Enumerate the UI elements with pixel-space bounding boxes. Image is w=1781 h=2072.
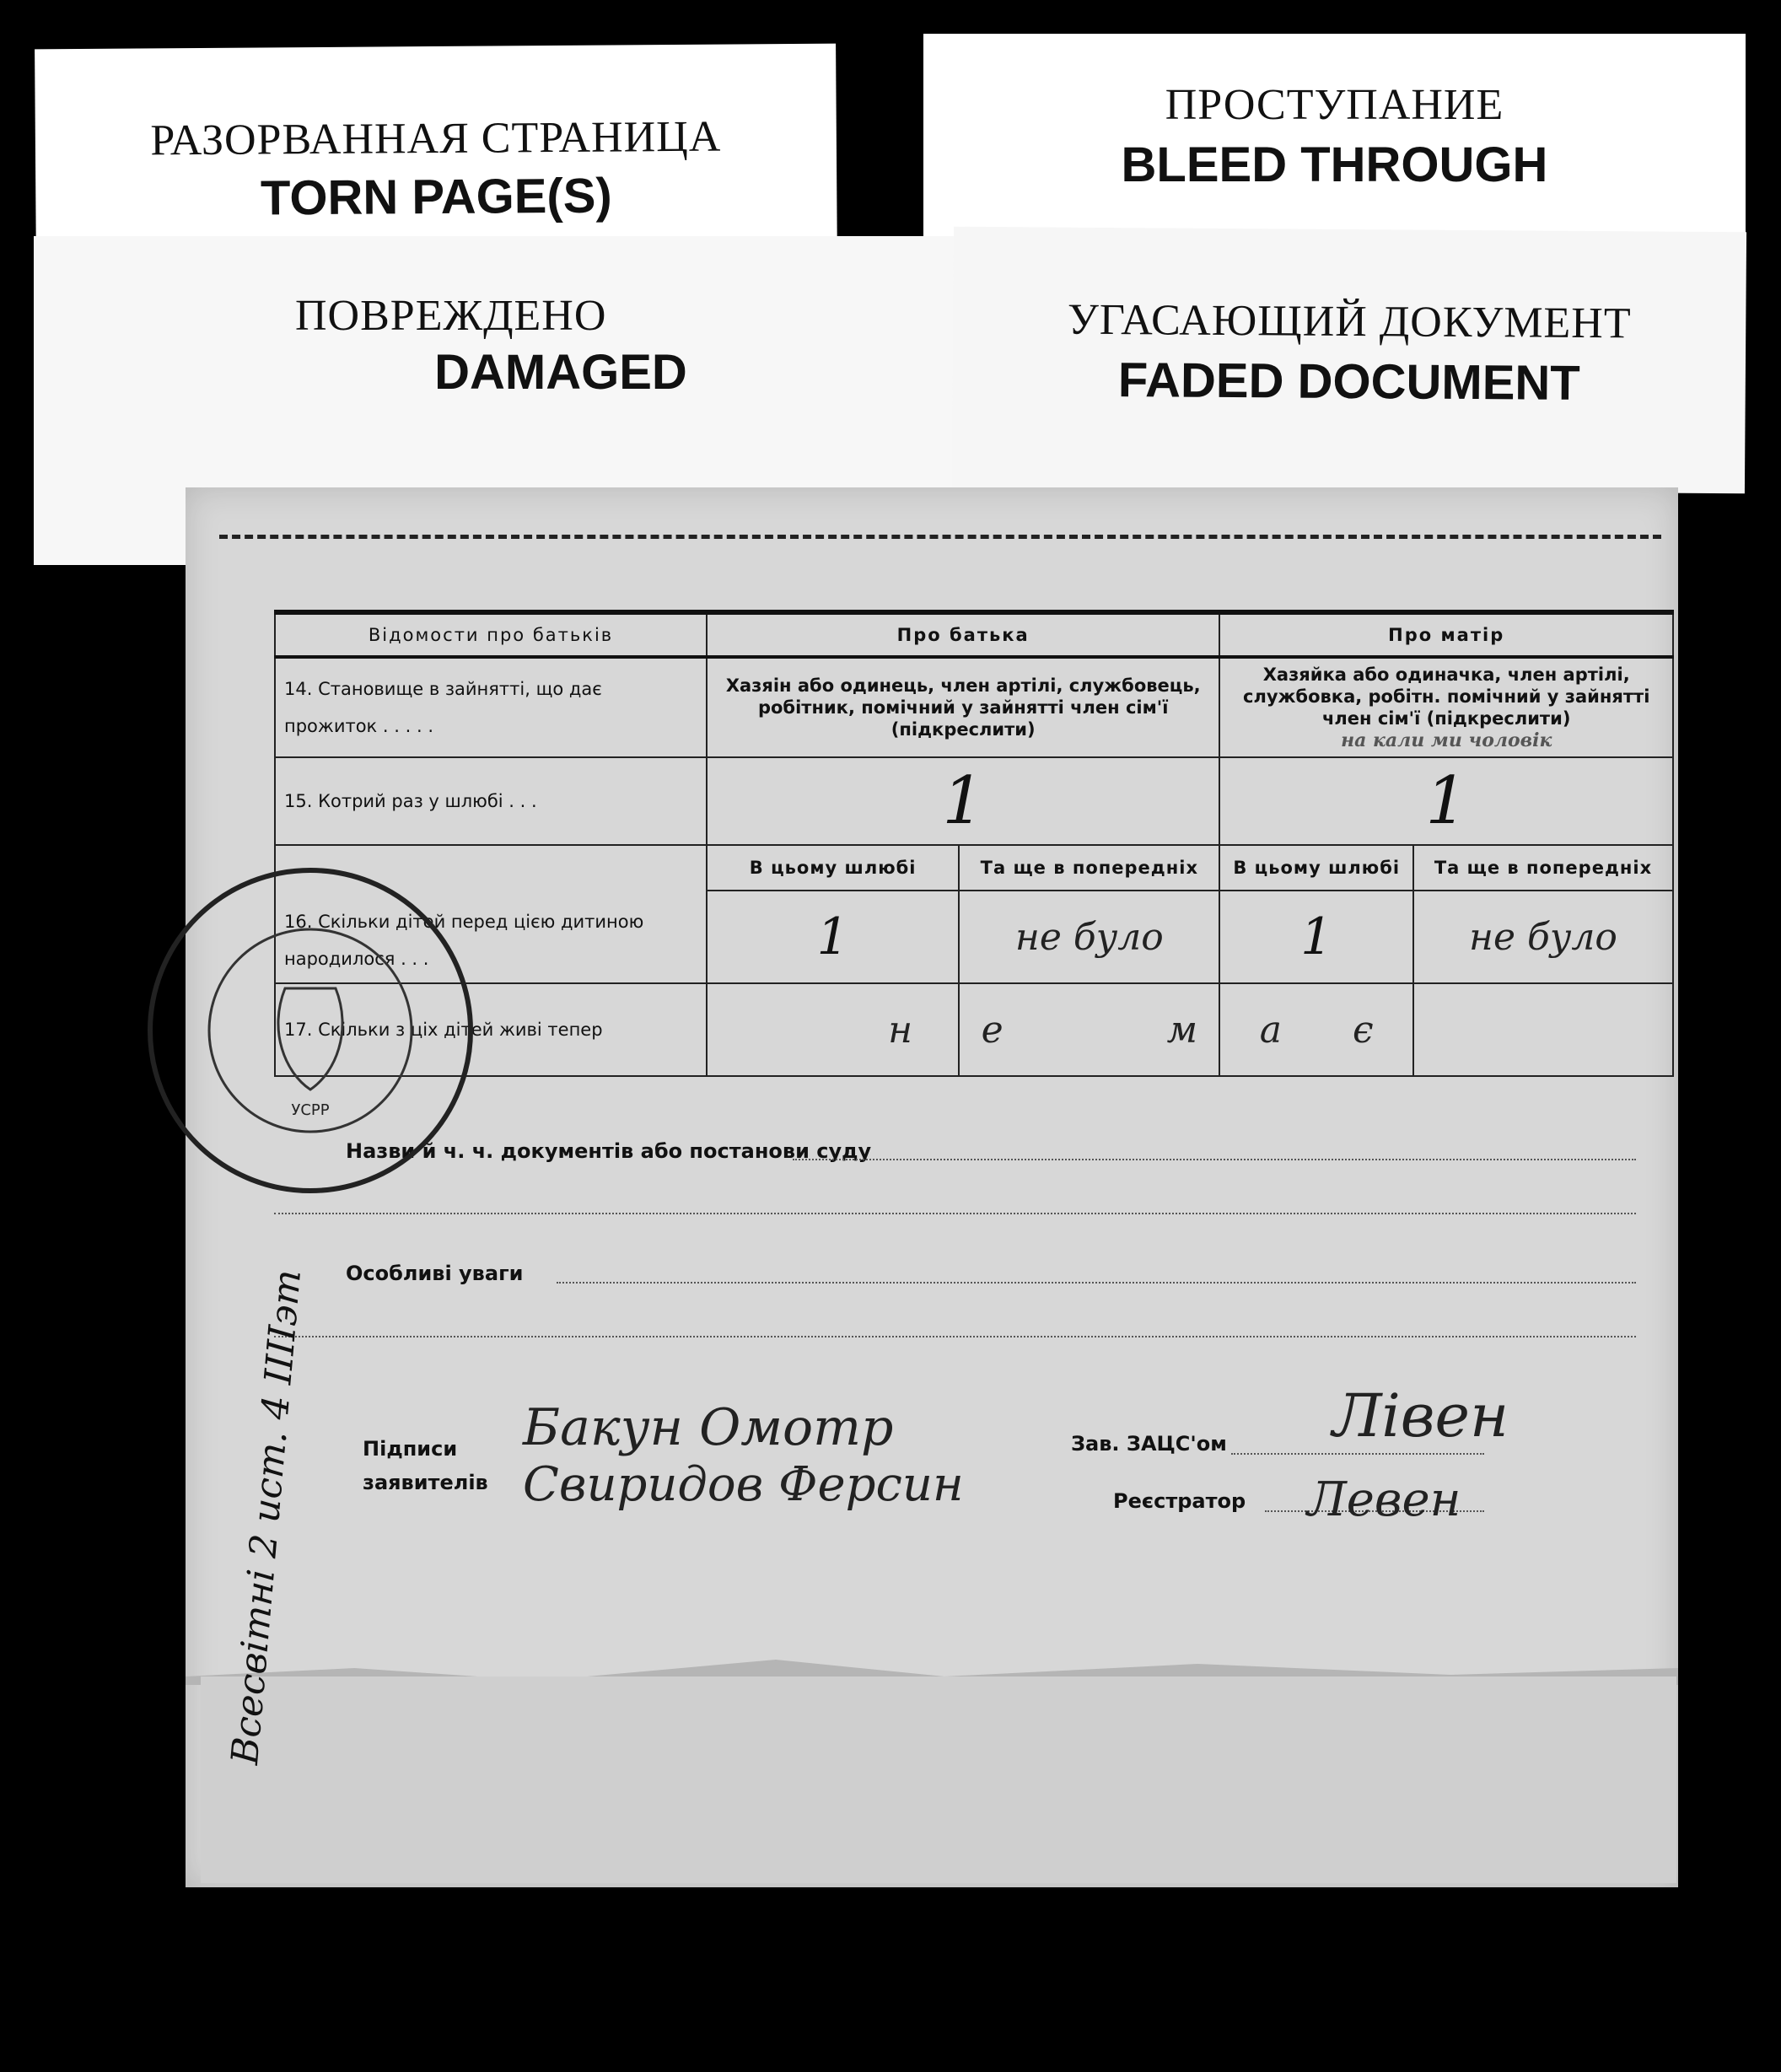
- row17-letter-3: м: [1166, 1008, 1198, 1052]
- document-lower-fragment: [201, 1676, 1676, 1883]
- row14-mother: [1219, 657, 1673, 757]
- card-bleed-en: BLEED THROUGH: [1121, 137, 1548, 192]
- head-line: [1231, 1453, 1484, 1455]
- sub-mother-this: В цьому шлюбі: [1219, 845, 1413, 891]
- notes-line-2: [274, 1336, 1636, 1337]
- row17-cell1: [707, 983, 959, 1076]
- table-row-17: [275, 983, 1673, 1076]
- card-bleed-ru: ПРОСТУПАНИЕ: [1165, 81, 1504, 129]
- row16-father-this: 1: [707, 891, 959, 983]
- registrar-label: Реєстратор: [1113, 1489, 1246, 1513]
- row16-mother-prev: не було: [1413, 891, 1673, 983]
- row14-label: 14. Становище в зайнятті, що дає прожиток . . . . .: [275, 657, 707, 757]
- row15-label: 15. Котрий раз у шлюбі . . .: [275, 757, 707, 845]
- sub-father-this: В цьому шлюбі: [707, 845, 959, 891]
- head-label: Зав. ЗАЦС'ом: [1071, 1432, 1227, 1456]
- row17-cell2: [959, 983, 1219, 1076]
- notes-line-label: Особливі уваги: [346, 1262, 524, 1285]
- header-mother: Про матір: [1219, 612, 1673, 657]
- card-faded-document: [952, 227, 1746, 494]
- margin-handwriting: Всесвітні 2 ист. 4 IIIIэт: [223, 1267, 310, 1767]
- row15-mother: 1: [1219, 757, 1673, 845]
- row17-cell4: [1413, 983, 1673, 1076]
- header-father: Про батька: [707, 612, 1219, 657]
- row14-mother-text: Хазяйка або одиначка, член артілі, службовка, робітн. помічний у зайнятті член сім'ї (підкреслити): [1243, 665, 1650, 729]
- row17-label: 17. Скільки з ціх дітей живі тепер: [275, 983, 707, 1076]
- table-row-15: [275, 757, 1673, 845]
- row17-cell3: [1219, 983, 1413, 1076]
- table-header-row: [275, 612, 1673, 657]
- signature-1: Бакун Омотр: [523, 1398, 894, 1457]
- header-info: Відомости про батьків: [275, 612, 707, 657]
- card-torn-en: TORN PAGE(S): [260, 168, 612, 226]
- card-torn-page: [35, 44, 837, 269]
- documents-line: [793, 1159, 1636, 1160]
- head-signature: Лівен: [1332, 1381, 1509, 1450]
- card-damaged-ru: ПОВРЕЖДЕНО: [295, 292, 607, 340]
- perforation-line: [219, 535, 1661, 539]
- card-damaged-en: DAMAGED: [434, 345, 687, 400]
- row17-letter-1: н: [888, 1008, 913, 1052]
- signatures-label: Підписи заявителів: [363, 1437, 488, 1494]
- parents-info-table: [274, 610, 1674, 1077]
- row14-father: Хазяін або одинець, член артілі, службовець, робітник, помічний у зайнятті член сім'ї (підкреслити): [707, 657, 1219, 757]
- table-subheader-row: [275, 845, 1673, 891]
- sub-father-prev: Та ще в попередніх: [959, 845, 1219, 891]
- official-stamp: [142, 862, 479, 1199]
- row17-letter-2: е: [981, 1008, 1003, 1052]
- row14-mother-hand: на кали ми чоловік: [1341, 729, 1552, 751]
- row17-letter-5: є: [1352, 1008, 1374, 1052]
- sub-mother-prev: Та ще в попередніх: [1413, 845, 1673, 891]
- documents-line-label: Назви й ч. ч. документів або постанови суду: [346, 1139, 872, 1163]
- row15-father: 1: [707, 757, 1219, 845]
- documents-line-2: [274, 1213, 1636, 1214]
- stamp-center-text: УСРР: [291, 1101, 330, 1119]
- registrar-signature: Левен: [1307, 1472, 1461, 1527]
- signature-2: Свиридов Ферсин: [523, 1457, 964, 1512]
- card-bleed-through: [923, 34, 1746, 257]
- table-row-14: [275, 657, 1673, 757]
- notes-line: [557, 1282, 1636, 1284]
- row16-label: 16. Скільки дітей перед цією дитиною народилося . . .: [275, 845, 707, 983]
- row16-father-prev: не було: [959, 891, 1219, 983]
- card-torn-ru: РАЗОРВАННАЯ СТРАНИЦА: [150, 112, 722, 165]
- row16-mother-this: 1: [1219, 891, 1413, 983]
- card-faded-en: FADED DOCUMENT: [1117, 353, 1580, 411]
- card-faded-ru: УГАСАЮЩИЙ ДОКУМЕНТ: [1067, 295, 1632, 348]
- row17-letter-4: а: [1259, 1008, 1282, 1052]
